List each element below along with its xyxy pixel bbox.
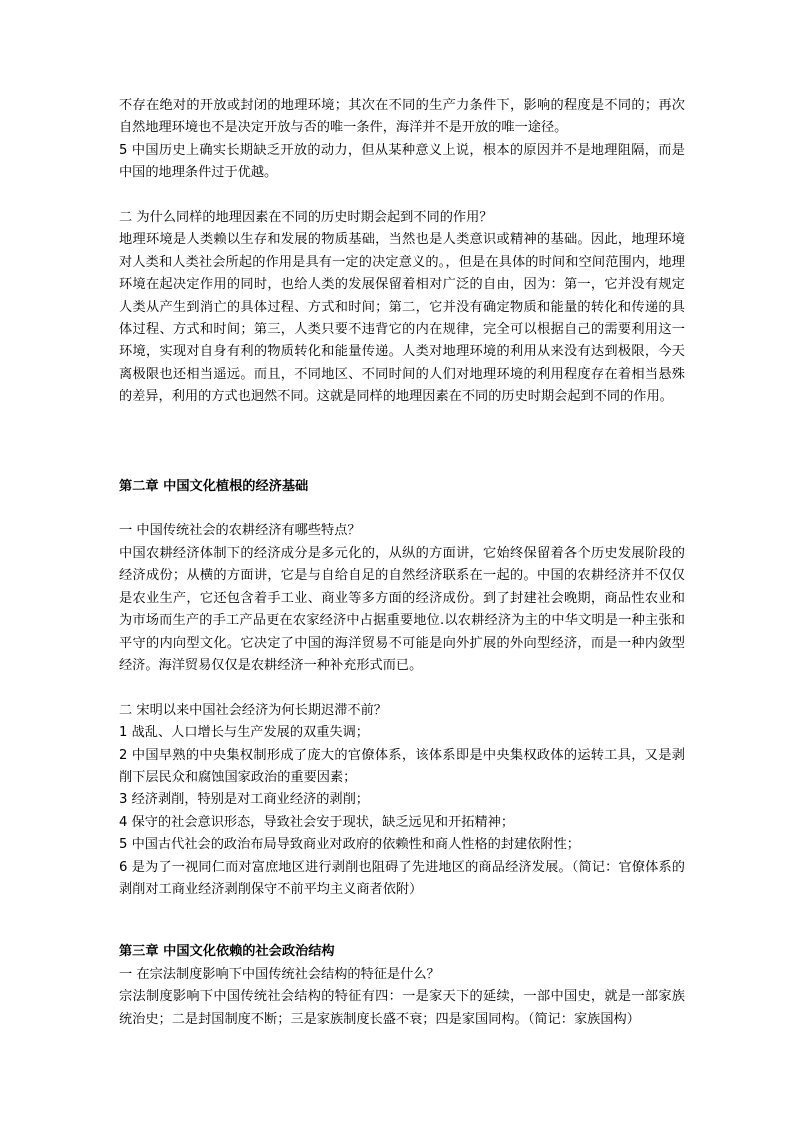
list-item: 3 经济剥削，特别是对工商业经济的剥削； bbox=[119, 792, 369, 808]
answer-paragraph: 中国农耕经济体制下的经济成分是多元化的，从纵的方面讲，它始终保留着各个历史发展阶段的经济成份；从横的方面讲，它是与自给自足的自然经济联系在一起的。中国的农耕经济并不仅仅是农业生产，它还包含着手工业、商业等多方面的经济成份。到了封建社会晚期，商品性农业和为市场而生产的手工产品更在农家经济中占据重要地位.以农耕经济为主的中华文明是一种主张和平守的内向型文化。它决定了中国的海洋贸易不可能是向外扩展的外向型经济，而是一种内敛型经济。海洋贸易仅仅是农耕经济一种补充形式而已。 bbox=[119, 545, 685, 673]
paragraph: 5 中国历史上确实长期缺乏开放的动力，但从某种意义上说，根本的原因并不是地理阻隔，而是中国的地理条件过于优越。 bbox=[119, 142, 685, 181]
document-page bbox=[119, 95, 685, 1031]
question-heading: 一 在宗法制度影响下中国传统社会结构的特征是什么？ bbox=[119, 966, 440, 982]
list-item: 2 中国早熟的中央集权制形成了庞大的官僚体系，该体系即是中央集权政体的运转工具，又是剥削下层民众和腐蚀国家政治的重要因素； bbox=[119, 747, 685, 785]
spacer bbox=[119, 901, 685, 941]
answer-paragraph: 宗法制度影响下中国传统社会结构的特征有四：一是家天下的延续，一部中国史，就是一部家族统治史；二是封国制度不断；三是家族制度长盛不衰；四是家国同构。（简记：家族国构） bbox=[119, 989, 685, 1027]
paragraph: 不存在绝对的开放或封闭的地理环境；其次在不同的生产力条件下，影响的程度是不同的；再次自然地理环境也不是决定开放与否的唯一条件，海洋并不是开放的唯一途径。 bbox=[119, 98, 685, 136]
question-heading: 二 为什么同样的地理因素在不同的历史时期会起到不同的作用？ bbox=[119, 210, 493, 226]
list-item: 5 中国古代社会的政治布局导致商业对政府的依赖性和商人性格的封建依附性； bbox=[119, 837, 580, 853]
list-item: 1 战乱、人口增长与生产发展的双重失调； bbox=[119, 725, 369, 741]
list-item: 6 是为了一视同仁而对富庶地区进行剥削也阻碍了先进地区的商品经济发展。（简记：官僚体系的剥削对工商业经济剥削保守不前平均主义商者依附） bbox=[119, 859, 685, 897]
spacer bbox=[119, 498, 685, 520]
chapter-title: 第三章 中国文化依赖的社会政治结构 bbox=[119, 944, 335, 960]
spacer bbox=[119, 185, 685, 207]
list-item: 4 保守的社会意识形态，导致社会安于现状，缺乏远见和开拓精神； bbox=[119, 814, 515, 830]
question-heading: 一 中国传统社会的农耕经济有哪些特点？ bbox=[119, 523, 361, 539]
question-heading: 二 宋明以来中国社会经济为何长期迟滞不前？ bbox=[119, 702, 387, 718]
spacer bbox=[119, 677, 685, 699]
answer-paragraph: 地理环境是人类赖以生存和发展的物质基础，当然也是人类意识或精神的基础。因此，地理环境对人类和人类社会所起的作用是具有一定的决定意义的。，但是在具体的时间和空间范围内，地理环境在起决定作用的同时，也给人类的发展保留着相对广泛的自由，因为：第一，它并没有规定人类从产生到消亡的具体过程、方式和时间；第二，它并没有确定物质和能量的转化和传递的具体过程、方式和时间；第三，人类只要不违背它的内在规律，完全可以根据自己的需要利用这一环境，实现对自身有利的物质转化和能量传递。人类对地理环境的利用从来没有达到极限，今天离极限也还相当遥远。而且，不同地区、不同时间的人们对地理环境的利用程度存在着相当悬殊的差异，利用的方式也迥然不同。这就是同样的地理因素在不同的历史时期会起到不同的作用。 bbox=[119, 232, 685, 405]
spacer bbox=[119, 409, 685, 476]
chapter-title: 第二章 中国文化植根的经济基础 bbox=[119, 478, 309, 494]
